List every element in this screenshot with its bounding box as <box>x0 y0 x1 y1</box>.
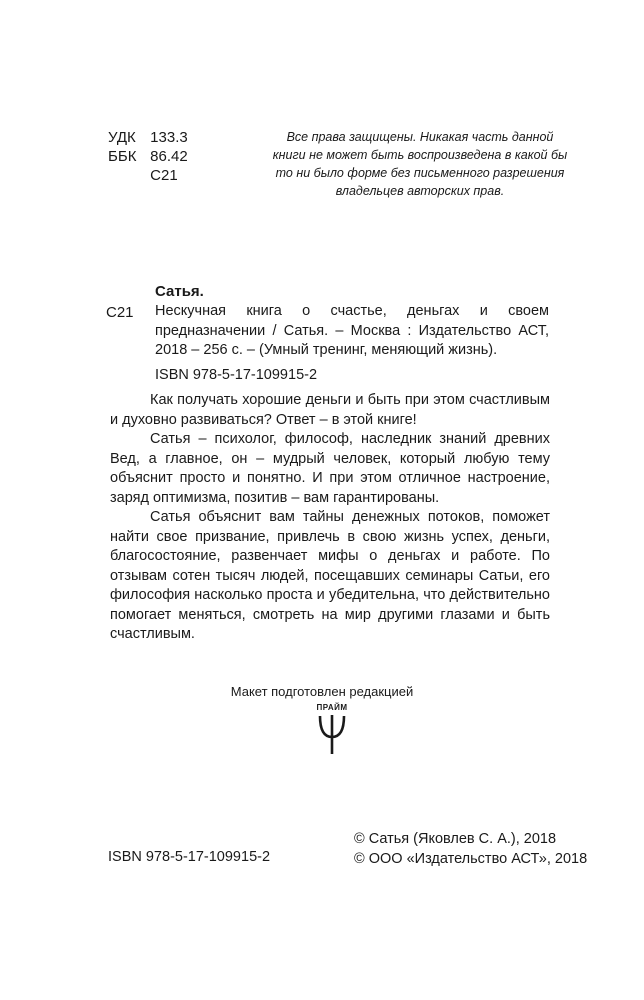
psi-icon <box>317 713 347 755</box>
annotation-paragraph: Как получать хорошие деньги и быть при этом счастливым и духовно развиваться? Ответ – в этой книге! <box>110 392 550 428</box>
annotation <box>110 391 550 645</box>
annotation-paragraph: Сатья – психолог, философ, наследник знаний древних Вед, а главное, он – мудрый человек, который любую тему объяснит просто и понятно. И при этом отличное настроение, заряд оптимизма, позитив – вам гарантированы. <box>110 431 550 506</box>
bbk-value: 86.42 <box>150 148 188 165</box>
isbn-bottom: ISBN 978-5-17-109915-2 <box>108 849 271 865</box>
bbk-label: ББК <box>108 148 137 165</box>
isbn-line: ISBN 978-5-17-109915-2 <box>155 367 318 383</box>
udk-row <box>108 128 188 147</box>
maket-note: Макет подготовлен редакцией <box>230 684 414 699</box>
author-sign-value: С21 <box>150 167 178 184</box>
bibliographic-description: Нескучная книга о счастье, деньгах и своем предназначении / Сатья. – Москва : Издательство АСТ, 2018 – 256 с. – (Умный тренинг, меняющий жизнь). <box>155 303 549 358</box>
author-heading: Сатья. <box>155 283 204 300</box>
publisher-logo-text: ПРАЙМ <box>316 703 348 712</box>
author-sign-row <box>108 166 188 185</box>
rights-notice: Все права защищены. Никакая часть данной книги не может быть воспроизведена в какой бы то ни было форме без письменного разрешения владельцев авторских прав. <box>272 130 568 198</box>
udk-label: УДК <box>108 129 136 146</box>
copyright-line: © Сатья (Яковлев С. А.), 2018 <box>354 831 557 847</box>
copyright-block <box>354 829 587 869</box>
annotation-paragraph: Сатья объяснит вам тайны денежных потоков, поможет найти свое призвание, привлечь в свою жизнь успех, деньги, благосостояние, развенчает мифы о деньгах и работе. По отзывам сотен тысяч людей, посещавших семинары Сатьи, его философия насколько проста и убедительна, что действительно помогает меняться, смотреть на мир другими глазами и быть счастливым. <box>110 509 550 642</box>
classification-codes <box>108 128 188 185</box>
udk-value: 133.3 <box>150 129 188 146</box>
copyright-line: © ООО «Издательство АСТ», 2018 <box>354 851 588 867</box>
catalog-code: С21 <box>106 304 134 321</box>
bbk-row <box>108 147 188 166</box>
publisher-logo <box>312 703 352 755</box>
